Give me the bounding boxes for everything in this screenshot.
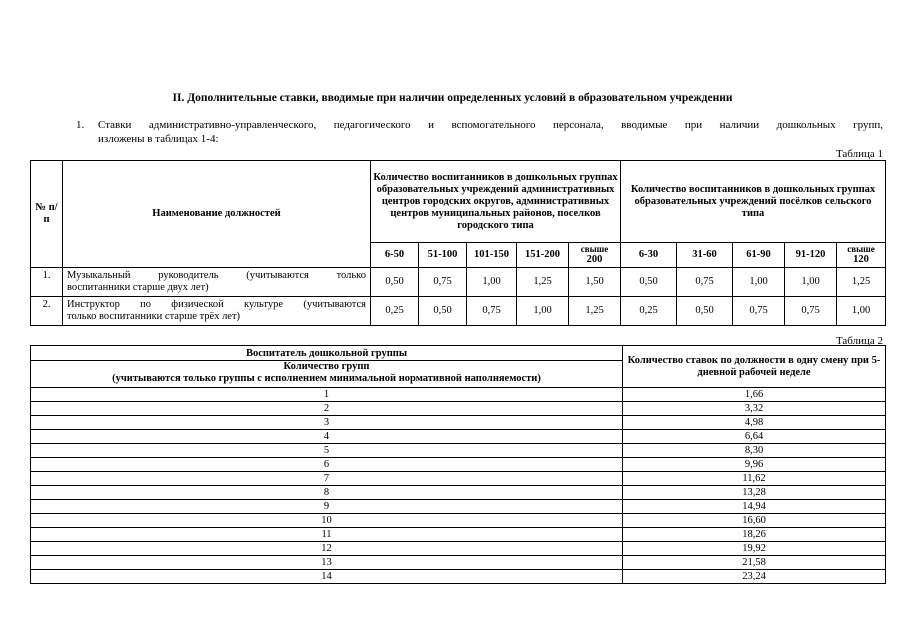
rate-count: 4,98 — [623, 416, 886, 430]
position-name: Музыкальный руководитель (учитываются только воспитанники старше двух лет) — [63, 268, 371, 297]
paragraph-line-1: Ставки административно-управленческого, педагогического и вспомогательного персонала, вводимые при наличии дошкольных групп, — [98, 119, 883, 131]
rural-last-bottom: 120 — [853, 253, 869, 265]
table-row — [31, 556, 886, 570]
rate-cell: 0,75 — [677, 268, 733, 297]
rate-cell: 0,75 — [419, 268, 467, 297]
urban-last-bottom: 200 — [586, 253, 603, 265]
rate-count: 14,94 — [623, 500, 886, 514]
rate-count: 18,26 — [623, 528, 886, 542]
table2-header-left — [31, 346, 623, 388]
rate-count: 6,64 — [623, 430, 886, 444]
table-row — [31, 458, 886, 472]
rate-count: 3,32 — [623, 402, 886, 416]
rate-cell: 1,00 — [837, 297, 886, 326]
rate-count: 19,92 — [623, 542, 886, 556]
group-count: 2 — [31, 402, 623, 416]
table1-caption: Таблица 1 — [835, 148, 883, 160]
rate-cell: 0,50 — [621, 268, 677, 297]
rate-cell: 0,75 — [733, 297, 785, 326]
table2-caption: Таблица 2 — [835, 335, 883, 347]
table2-header-left-3: (учитываются только группы с исполнением минимальной нормативной наполняемости) — [112, 373, 541, 384]
row-number: 2. — [31, 297, 63, 326]
table-row — [31, 268, 886, 297]
group-count: 5 — [31, 444, 623, 458]
rate-cell: 1,00 — [517, 297, 569, 326]
rate-cell: 1,00 — [467, 268, 517, 297]
rate-cell: 1,25 — [569, 297, 621, 326]
rate-count: 21,58 — [623, 556, 886, 570]
group-count: 8 — [31, 486, 623, 500]
rate-count: 23,24 — [623, 570, 886, 584]
rate-cell: 0,50 — [371, 268, 419, 297]
rural-range-last — [837, 243, 886, 268]
rate-cell: 1,50 — [569, 268, 621, 297]
rural-range: 91-120 — [785, 243, 837, 268]
rate-cell: 1,00 — [785, 268, 837, 297]
table-row — [31, 430, 886, 444]
group-count: 9 — [31, 500, 623, 514]
rate-cell: 0,50 — [419, 297, 467, 326]
rate-cell: 0,50 — [677, 297, 733, 326]
group-count: 12 — [31, 542, 623, 556]
table-row — [31, 388, 886, 402]
table-row — [31, 472, 886, 486]
rate-count: 8,30 — [623, 444, 886, 458]
rural-last-top: свыше — [847, 243, 875, 254]
urban-range: 151-200 — [517, 243, 569, 268]
table-row — [31, 297, 886, 326]
paragraph-number: 1. — [76, 119, 85, 131]
table1-header-no: № п/п — [31, 161, 63, 268]
urban-range: 51-100 — [419, 243, 467, 268]
table1-header-rural: Количество воспитанников в дошкольных группах образовательных учреждений посёлков сельского типа — [621, 161, 886, 243]
table2-body — [31, 388, 886, 584]
group-count: 1 — [31, 388, 623, 402]
table2-header-left-1: Воспитатель дошкольной группы — [31, 348, 622, 361]
urban-last-top: свыше — [580, 243, 609, 254]
urban-range: 101-150 — [467, 243, 517, 268]
intro-paragraph — [76, 118, 883, 146]
group-count: 7 — [31, 472, 623, 486]
rural-range: 31-60 — [677, 243, 733, 268]
row-number: 1. — [31, 268, 63, 297]
rate-count: 11,62 — [623, 472, 886, 486]
rate-count: 1,66 — [623, 388, 886, 402]
table2 — [30, 345, 886, 584]
rate-cell: 0,75 — [785, 297, 837, 326]
urban-range-last — [569, 243, 621, 268]
rural-range: 6-30 — [621, 243, 677, 268]
group-count: 6 — [31, 458, 623, 472]
group-count: 14 — [31, 570, 623, 584]
rate-cell: 1,25 — [517, 268, 569, 297]
rate-cell: 1,25 — [837, 268, 886, 297]
table1 — [30, 160, 886, 326]
group-count: 13 — [31, 556, 623, 570]
urban-range: 6-50 — [371, 243, 419, 268]
table-row — [31, 402, 886, 416]
paragraph-line-2: изложены в таблицах 1-4: — [98, 133, 219, 145]
table-row — [31, 444, 886, 458]
rate-cell: 1,00 — [733, 268, 785, 297]
group-count: 3 — [31, 416, 623, 430]
rate-count: 16,60 — [623, 514, 886, 528]
rural-range: 61-90 — [733, 243, 785, 268]
rate-cell: 0,25 — [621, 297, 677, 326]
rate-count: 9,96 — [623, 458, 886, 472]
rate-count: 13,28 — [623, 486, 886, 500]
group-count: 10 — [31, 514, 623, 528]
table-row — [31, 542, 886, 556]
table-row — [31, 500, 886, 514]
table1-header-name: Наименование должностей — [63, 161, 371, 268]
rate-cell: 0,25 — [371, 297, 419, 326]
table1-header-urban: Количество воспитанников в дошкольных группах образовательных учреждений административных центров городских округов, административных центров муниципальных районов, поселков городского типа — [371, 161, 621, 243]
group-count: 4 — [31, 430, 623, 444]
table-row — [31, 570, 886, 584]
position-name: Инструктор по физической культуре (учитываются только воспитанники старше трёх лет) — [63, 297, 371, 326]
rate-cell: 0,75 — [467, 297, 517, 326]
table-row — [31, 528, 886, 542]
group-count: 11 — [31, 528, 623, 542]
table-row — [31, 416, 886, 430]
table-row — [31, 514, 886, 528]
table2-header-right: Количество ставок по должности в одну смену при 5-дневной рабочей неделе — [623, 346, 886, 388]
section-heading: II. Дополнительные ставки, вводимые при наличии определенных условий в образовательном учреждении — [172, 92, 733, 104]
table2-header-left-2: Количество групп — [283, 361, 370, 372]
table-row — [31, 486, 886, 500]
